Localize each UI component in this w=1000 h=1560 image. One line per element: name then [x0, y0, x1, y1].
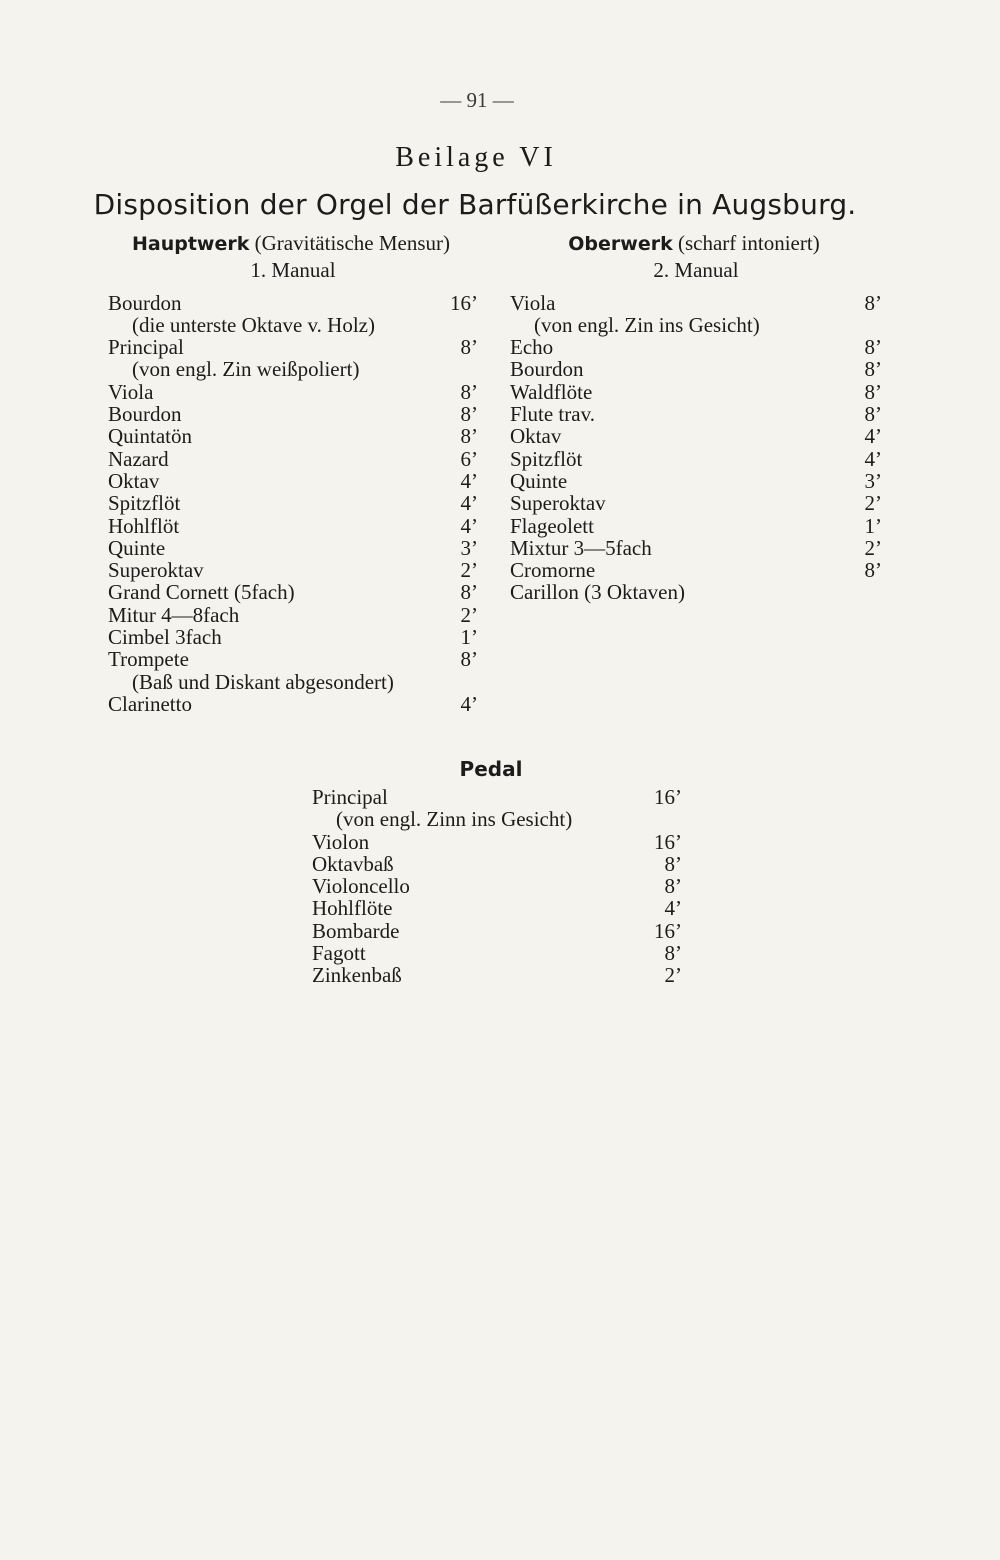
stop-pitch: 4’	[864, 446, 882, 471]
stop-row	[108, 693, 478, 715]
hauptwerk-heading	[104, 232, 478, 255]
stop-note	[510, 314, 882, 336]
stop-note-text: (von engl. Zin ins Gesicht)	[534, 312, 760, 337]
stop-row	[312, 786, 682, 808]
stop-pitch: 2’	[664, 963, 682, 988]
stop-name: Bombarde	[312, 918, 400, 943]
stop-row	[510, 515, 882, 537]
stop-name: Flute trav.	[510, 402, 595, 427]
stop-row	[312, 875, 682, 897]
hauptwerk-stop-list	[108, 292, 478, 716]
stop-name: Cimbel 3fach	[108, 625, 222, 650]
hauptwerk-section	[108, 232, 478, 715]
stop-pitch: 3’	[864, 468, 882, 493]
hauptwerk-name: Hauptwerk	[132, 233, 250, 255]
stop-name: Bourdon	[108, 402, 182, 427]
stop-name: Mitur 4—8fach	[108, 602, 240, 627]
oberwerk-heading	[506, 232, 882, 255]
stop-pitch: 8’	[864, 402, 882, 427]
hauptwerk-manual: 1. Manual	[250, 258, 336, 283]
pedal-section	[312, 786, 682, 987]
stop-row	[312, 942, 682, 964]
stop-row	[108, 581, 478, 603]
stop-name: Violon	[312, 829, 370, 854]
stop-note-text: (von engl. Zin weißpoliert)	[132, 357, 360, 382]
stop-row	[108, 537, 478, 559]
stop-pitch: 4’	[460, 513, 478, 538]
oberwerk-section	[510, 232, 882, 604]
stop-row	[312, 920, 682, 942]
document-title: Disposition der Orgel der Barfüßerkirche in Augsburg.	[93, 188, 857, 221]
stop-name: Principal	[312, 785, 388, 809]
stop-row	[312, 853, 682, 875]
stop-name: Nazard	[108, 446, 169, 471]
stop-pitch: 1’	[864, 513, 882, 538]
stop-name: Quintatön	[108, 424, 192, 449]
stop-name: Echo	[510, 335, 554, 360]
stop-name: Quinte	[510, 468, 568, 493]
stop-pitch: 8’	[864, 290, 882, 315]
stop-row	[510, 336, 882, 358]
stop-note	[312, 808, 682, 830]
stop-name: Bourdon	[108, 290, 182, 315]
stop-pitch: 8’	[864, 357, 882, 382]
stop-name: Bourdon	[510, 357, 584, 382]
stop-pitch: 4’	[460, 468, 478, 493]
stop-name: Waldflöte	[510, 379, 593, 404]
stop-name: Trompete	[108, 647, 189, 672]
stop-pitch: 1’	[460, 625, 478, 650]
stop-note-text: (von engl. Zinn ins Gesicht)	[336, 807, 573, 832]
stop-pitch: 8’	[864, 558, 882, 583]
stop-row	[108, 648, 478, 670]
stop-row	[510, 537, 882, 559]
stop-pitch: 3’	[460, 535, 478, 560]
stop-pitch: 8’	[664, 941, 682, 966]
stop-name: Spitzflöt	[108, 491, 181, 516]
oberwerk-name: Oberwerk	[568, 233, 673, 255]
stop-row	[108, 381, 478, 403]
stop-pitch: 8’	[460, 402, 478, 427]
stop-row	[510, 381, 882, 403]
stop-row	[510, 448, 882, 470]
stop-name: Hohlflöte	[312, 896, 393, 921]
stop-row	[510, 581, 882, 603]
stop-name: Cromorne	[510, 558, 596, 583]
stop-name: Fagott	[312, 941, 366, 966]
stop-row	[108, 626, 478, 648]
stop-row	[510, 358, 882, 380]
stop-name: Viola	[108, 379, 154, 404]
stop-row	[108, 515, 478, 537]
stop-name: Hohlflöt	[108, 513, 180, 538]
stop-pitch: 16’	[450, 290, 478, 315]
stop-pitch: 4’	[864, 424, 882, 449]
stop-row	[510, 470, 882, 492]
stop-pitch: 8’	[664, 874, 682, 899]
stop-name: Zinkenbaß	[312, 963, 402, 988]
stop-note	[108, 314, 478, 336]
stop-pitch: 2’	[460, 602, 478, 627]
stop-row	[108, 403, 478, 425]
stop-pitch: 2’	[864, 535, 882, 560]
stop-row	[108, 336, 478, 358]
pedal-stop-list	[312, 786, 682, 987]
stop-name: Superoktav	[108, 558, 204, 583]
stop-row	[510, 292, 882, 314]
stop-note	[108, 358, 478, 380]
stop-name: Viola	[510, 290, 556, 315]
stop-name: Grand Cornett (5fach)	[108, 580, 295, 605]
page-number: — 91 —	[440, 88, 514, 112]
stop-row	[108, 559, 478, 581]
stop-row	[108, 448, 478, 470]
pedal-heading: Pedal	[459, 757, 523, 781]
stop-pitch: 8’	[460, 335, 478, 360]
stop-row	[510, 492, 882, 514]
stop-row	[510, 425, 882, 447]
stop-pitch: 8’	[664, 851, 682, 876]
oberwerk-subtitle: (scharf intoniert)	[678, 231, 820, 255]
stop-row	[312, 964, 682, 986]
stop-row	[108, 604, 478, 626]
stop-pitch: 2’	[864, 491, 882, 516]
stop-name: Violoncello	[312, 874, 410, 899]
stop-name: Spitzflöt	[510, 446, 583, 471]
stop-pitch: 2’	[460, 558, 478, 583]
stop-name: Clarinetto	[108, 691, 192, 716]
stop-note-text: (die unterste Oktave v. Holz)	[132, 312, 375, 337]
stop-row	[108, 425, 478, 447]
stop-name: Oktavbaß	[312, 851, 394, 876]
stop-name: Carillon (3 Oktaven)	[510, 580, 685, 605]
stop-name: Flageolett	[510, 513, 594, 538]
stop-pitch: 8’	[460, 424, 478, 449]
stop-pitch: 16’	[654, 829, 682, 854]
stop-row	[510, 559, 882, 581]
stop-pitch: 16’	[654, 918, 682, 943]
stop-pitch: 8’	[460, 647, 478, 672]
stop-pitch: 8’	[460, 379, 478, 404]
stop-pitch: 8’	[864, 379, 882, 404]
stop-name: Principal	[108, 335, 184, 360]
oberwerk-manual: 2. Manual	[653, 258, 739, 283]
hauptwerk-subtitle: (Gravitätische Mensur)	[254, 231, 450, 255]
stop-pitch: 6’	[460, 446, 478, 471]
stop-name: Superoktav	[510, 491, 606, 516]
stop-row	[108, 470, 478, 492]
stop-row	[312, 897, 682, 919]
oberwerk-stop-list	[510, 292, 882, 604]
stop-row	[108, 492, 478, 514]
stop-pitch: 16’	[654, 785, 682, 809]
stop-name: Oktav	[108, 468, 160, 493]
stop-name: Oktav	[510, 424, 562, 449]
supplement-title: Beilage VI	[395, 142, 557, 173]
stop-name: Mixtur 3—5fach	[510, 535, 652, 560]
stop-pitch: 4’	[664, 896, 682, 921]
stop-row	[108, 292, 478, 314]
stop-pitch: 4’	[460, 491, 478, 516]
stop-note	[108, 671, 478, 693]
stop-row	[312, 831, 682, 853]
stop-row	[510, 403, 882, 425]
stop-pitch: 4’	[460, 691, 478, 716]
stop-pitch: 8’	[460, 580, 478, 605]
stop-name: Quinte	[108, 535, 166, 560]
stop-note-text: (Baß und Diskant abgesondert)	[132, 669, 394, 694]
stop-pitch: 8’	[864, 335, 882, 360]
